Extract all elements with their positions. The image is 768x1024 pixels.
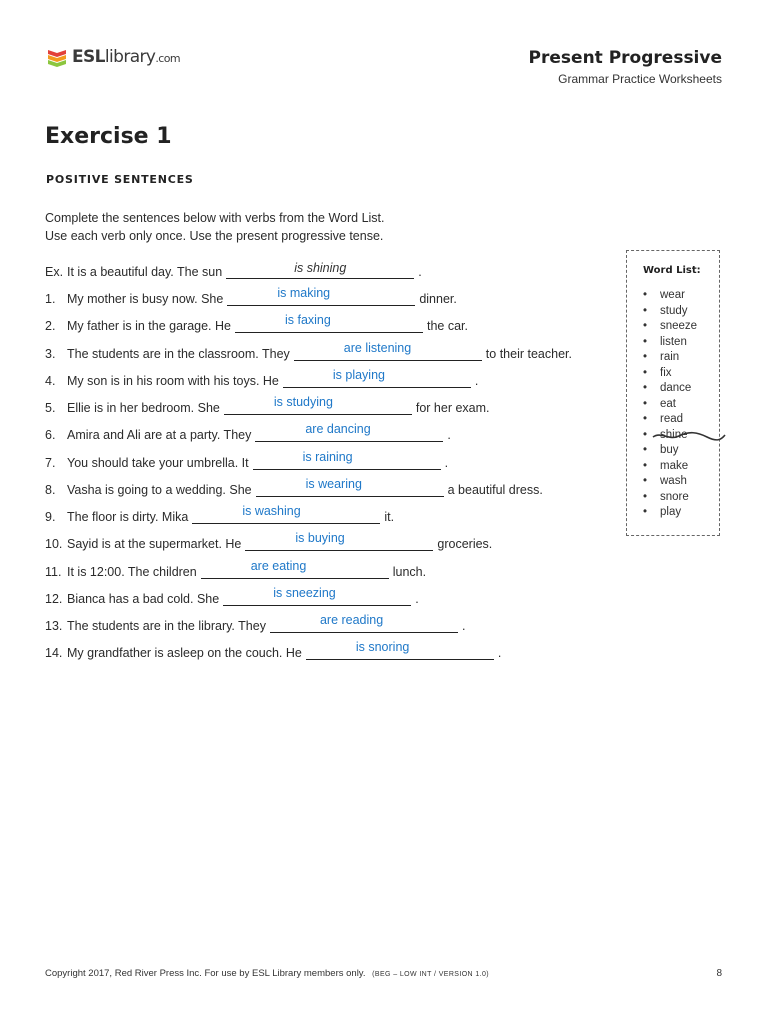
filled-answer: is studying [273, 395, 333, 409]
word-list-item [643, 397, 719, 413]
sentence-end: . [418, 265, 422, 279]
sentence-start: It is a beautiful day. The sun [67, 265, 223, 279]
strike-through-scribble [651, 428, 727, 444]
word-list [643, 288, 719, 521]
sentence-end: to their teacher. [485, 347, 572, 361]
word-list-item-crossed [643, 428, 719, 444]
word-text: wash [660, 475, 687, 487]
answer-blank[interactable] [223, 586, 411, 606]
page-number: 8 [716, 968, 722, 979]
footer [45, 968, 489, 979]
question-number: 14. [45, 646, 63, 660]
sentence-start: The students are in the library. They [67, 619, 266, 633]
word-list-item [643, 335, 719, 351]
filled-answer: is sneezing [273, 586, 336, 600]
question-number: 10. [45, 537, 63, 551]
answer-blank[interactable] [256, 477, 444, 497]
filled-answer: is buying [295, 531, 345, 545]
instructions [45, 209, 385, 245]
question-item [45, 422, 451, 442]
word-text: listen [660, 335, 687, 348]
sentence-end: . [474, 374, 479, 388]
filled-answer: are reading [319, 613, 384, 627]
sentence-end: the car. [426, 319, 468, 333]
question-item [45, 341, 572, 361]
question-number: 3. [45, 347, 56, 361]
answer-blank[interactable] [306, 640, 494, 660]
question-item [45, 531, 493, 551]
sentence-start: It is 12:00. The children [67, 565, 197, 579]
question-number: 11. [45, 565, 62, 579]
document-subtitle: Grammar Practice Worksheets [558, 72, 722, 86]
question-number: 7. [45, 456, 56, 470]
sentence-end: lunch. [392, 565, 427, 579]
word-text: eat [660, 397, 676, 410]
answer-blank[interactable] [224, 395, 412, 415]
word-list-title: Word List: [643, 265, 701, 276]
word-list-item [643, 459, 719, 475]
sentence-end: for her exam. [415, 401, 490, 415]
sentence-start: Bianca has a bad cold. She [67, 592, 220, 606]
filled-answer: is washing [242, 504, 301, 518]
document-header [529, 48, 722, 86]
answer-blank[interactable] [201, 559, 389, 579]
sentence-end: . [444, 456, 449, 470]
filled-answer: is faxing [284, 313, 331, 327]
question-item [45, 286, 457, 306]
sentence-end: a beautiful dress. [447, 483, 543, 497]
word-list-item [643, 505, 719, 521]
example-answer: is shining [294, 261, 347, 275]
question-item [45, 313, 468, 333]
question-item [45, 477, 543, 497]
question-item [45, 395, 490, 415]
answer-blank[interactable] [227, 286, 415, 306]
filled-answer: are eating [250, 559, 307, 573]
instruction-line: Complete the sentences below with verbs from the Word List. [45, 211, 385, 225]
word-list-item [643, 288, 719, 304]
word-list-item [643, 304, 719, 320]
document-title: Present Progressive [528, 48, 722, 68]
word-text: read [660, 413, 684, 425]
sentence-end: . [415, 592, 419, 606]
sentence-start: Sayid is at the supermarket. He [67, 537, 242, 551]
question-number: Ex. [45, 265, 64, 279]
answer-blank[interactable] [294, 341, 482, 361]
word-list-item [643, 366, 719, 382]
sentence-start: My grandfather is asleep on the couch. He [67, 646, 302, 660]
question-number: 6. [45, 428, 56, 442]
section-heading: POSITIVE SENTENCES [46, 173, 194, 186]
sentence-end: dinner. [419, 292, 457, 306]
level-version: (BEG – LOW INT / VERSION 1.0) [372, 971, 490, 978]
answer-blank[interactable] [192, 504, 380, 524]
sentence-start: The students are in the classroom. They [67, 347, 290, 361]
filled-answer: is wearing [305, 477, 362, 491]
example-sentence [45, 261, 422, 279]
question-number: 1. [45, 292, 56, 306]
question-number: 12. [45, 592, 63, 606]
filled-answer: is making [277, 286, 331, 300]
word-text: sneeze [660, 320, 698, 332]
word-text: dance [660, 382, 692, 394]
word-text: wear [660, 289, 685, 301]
question-number: 4. [45, 374, 56, 388]
sentence-start: The floor is dirty. Mika [67, 510, 189, 524]
filled-answer: is raining [302, 450, 353, 464]
sentence-start: Amira and Ali are at a party. They [67, 428, 252, 442]
question-number: 8. [45, 483, 56, 497]
word-text: study [660, 304, 688, 317]
answer-blank[interactable] [245, 531, 433, 551]
logo-text: ESLlibrary.com [72, 47, 180, 67]
word-text: make [660, 459, 689, 472]
word-text: fix [660, 366, 672, 379]
answer-blank[interactable] [253, 450, 441, 470]
filled-answer: is playing [332, 368, 385, 382]
question-number: 9. [45, 510, 56, 524]
sentence-end: . [447, 428, 451, 442]
sentence-start: My mother is busy now. She [67, 292, 224, 306]
word-list-item [643, 350, 719, 366]
question-number: 2. [45, 319, 56, 333]
book-logo-icon [46, 46, 68, 68]
answer-blank[interactable] [283, 368, 471, 388]
question-item [45, 640, 502, 660]
sentence-start: My son is in his room with his toys. He [67, 374, 279, 388]
answer-blank[interactable] [226, 261, 414, 279]
answer-blank[interactable] [235, 313, 423, 333]
word-text: shine [660, 428, 688, 441]
word-text: rain [660, 351, 680, 363]
filled-answer: is snoring [355, 640, 410, 654]
word-list-item [643, 319, 719, 335]
question-item [45, 613, 466, 633]
answer-blank[interactable] [255, 422, 443, 442]
word-list-item [643, 443, 719, 459]
word-text: buy [660, 444, 679, 456]
word-list-item [643, 412, 719, 428]
word-list-item [643, 381, 719, 397]
question-number: 13. [45, 619, 63, 633]
question-item [45, 559, 427, 579]
copyright-text: Copyright 2017, Red River Press Inc. For use by ESL Library members only. [45, 968, 366, 979]
question-number: 5. [45, 401, 56, 415]
sentence-end: it. [384, 510, 395, 524]
sentence-end: . [461, 619, 466, 633]
word-list-item [643, 474, 719, 490]
sentence-start: You should take your umbrella. It [67, 456, 249, 470]
filled-answer: are dancing [305, 422, 371, 436]
word-text: play [660, 506, 682, 518]
word-text: snore [660, 490, 689, 503]
word-list-item [643, 490, 719, 506]
question-item [45, 368, 479, 388]
answer-blank[interactable] [270, 613, 458, 633]
question-item [45, 450, 449, 470]
sentence-start: Vasha is going to a wedding. She [67, 483, 252, 497]
sentence-start: My father is in the garage. He [67, 319, 231, 333]
question-item [45, 504, 395, 524]
filled-answer: are listening [343, 341, 412, 355]
sentence-start: Ellie is in her bedroom. She [67, 401, 220, 415]
sentence-end: groceries. [437, 537, 493, 551]
instruction-line: Use each verb only once. Use the present progressive tense. [45, 229, 384, 243]
word-list-box [626, 250, 720, 536]
sentence-end: . [497, 646, 502, 660]
exercise-title: Exercise 1 [45, 124, 172, 149]
esl-library-logo [46, 46, 180, 68]
question-item [45, 586, 419, 606]
